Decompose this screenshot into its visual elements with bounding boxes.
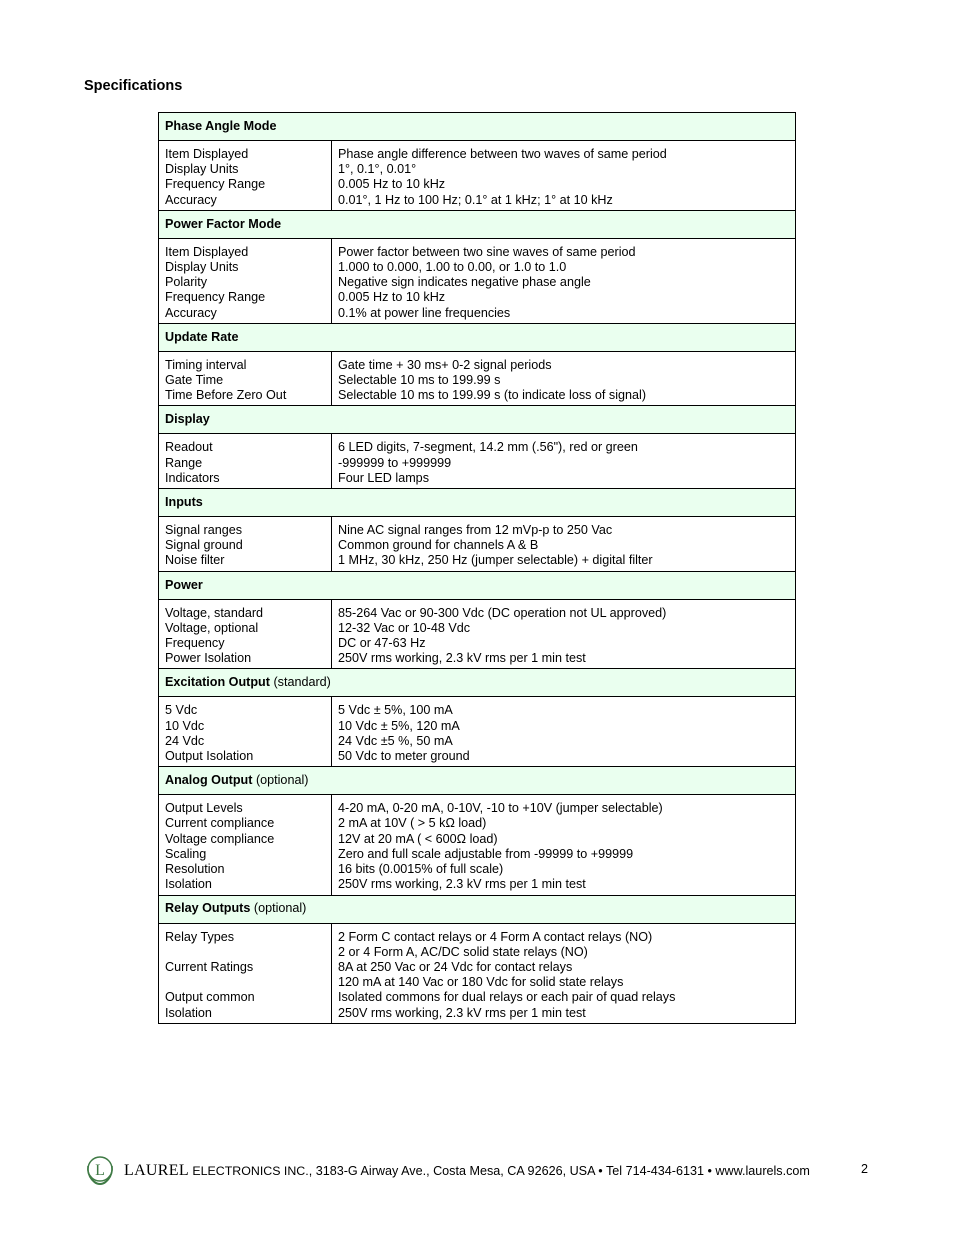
spec-label: 24 Vdc: [165, 733, 205, 748]
spec-label: Item Displayed: [165, 244, 249, 259]
spec-value: 50 Vdc to meter ground: [338, 749, 470, 764]
spec-label: 5 Vdc: [165, 703, 198, 718]
spec-value: Nine AC signal ranges from 12 mVp-p to 250 Vac: [338, 523, 613, 538]
spec-value: Four LED lamps: [338, 470, 429, 485]
spec-value: 12-32 Vac or 10-48 Vdc: [338, 620, 471, 635]
spec-value: -999999 to +999999: [338, 455, 452, 470]
spec-label: Relay Types: [165, 929, 235, 944]
spec-value: 2 or 4 Form A, AC/DC solid state relays (NO): [338, 944, 588, 959]
spec-value: 250V rms working, 2.3 kV rms per 1 min test: [338, 651, 586, 666]
spec-values-cell: [332, 795, 796, 895]
section-heading: Display: [165, 412, 210, 427]
spec-label: Frequency: [165, 636, 225, 651]
section-header-power: [159, 571, 796, 599]
spec-label: Frequency Range: [165, 290, 266, 305]
section-heading-cell: [159, 767, 796, 795]
section-body-power: [159, 599, 796, 669]
spec-labels-cell: [159, 923, 332, 1023]
section-note: (optional): [255, 773, 309, 788]
spec-value: 1 MHz, 30 kHz, 250 Hz (jumper selectable) + digital filter: [338, 553, 653, 568]
spec-value: 4-20 mA, 0-20 mA, 0-10V, -10 to +10V (jumper selectable): [338, 801, 663, 816]
section-heading: Relay Outputs: [165, 901, 251, 916]
section-body-inputs: [159, 517, 796, 572]
page-number: 2: [861, 1162, 869, 1176]
spec-values-cell: [332, 697, 796, 767]
section-body-phase-angle-mode: [159, 141, 796, 211]
spec-value: 2 mA at 10V ( > 5 kΩ load): [338, 816, 487, 831]
section-heading-cell: [159, 210, 796, 238]
spec-label: Item Displayed: [165, 147, 249, 161]
spec-value: Gate time + 30 ms+ 0-2 signal periods: [338, 357, 552, 372]
spec-labels-cell: [159, 141, 332, 211]
spec-value: Phase angle difference between two waves of same period: [338, 147, 667, 161]
spec-labels-cell: [159, 599, 332, 669]
spec-value: 250V rms working, 2.3 kV rms per 1 min test: [338, 1005, 586, 1020]
spec-label: Current Ratings: [165, 959, 254, 974]
spec-label: Time Before Zero Out: [165, 388, 287, 403]
page-title: Specifications: [84, 78, 183, 94]
spec-label: Display Units: [165, 162, 239, 177]
spec-label: Voltage, optional: [165, 620, 259, 635]
spec-label: Accuracy: [165, 192, 217, 207]
spec-value: 0.1% at power line frequencies: [338, 305, 511, 320]
laurel-logo-icon: [84, 1154, 116, 1186]
section-heading-cell: [159, 113, 796, 141]
spec-value: 6 LED digits, 7-segment, 14.2 mm (.56"), red or green: [338, 440, 638, 455]
spec-label: Gate Time: [165, 373, 224, 388]
spec-values-cell: [332, 517, 796, 572]
spec-labels-cell: [159, 517, 332, 572]
spec-value: 0.005 Hz to 10 kHz: [338, 290, 446, 305]
spec-value: 1°, 0.1°, 0.01°: [338, 162, 417, 177]
spec-label: Scaling: [165, 846, 207, 861]
footer-text: [124, 1162, 810, 1180]
section-heading: Excitation Output: [165, 675, 270, 690]
spec-value: 1.000 to 0.000, 1.00 to 0.00, or 1.0 to 1.0: [338, 260, 567, 275]
spec-values-cell: [332, 141, 796, 211]
spec-labels-cell: [159, 795, 332, 895]
page-footer: [84, 1154, 884, 1188]
section-header-display: [159, 406, 796, 434]
spec-label: Polarity: [165, 275, 207, 290]
spec-value: 5 Vdc ± 5%, 100 mA: [338, 703, 453, 718]
spec-label: Readout: [165, 440, 213, 455]
section-body-display: [159, 434, 796, 489]
section-note: (standard): [273, 675, 331, 690]
section-header-relay-outputs: [159, 895, 796, 923]
spec-label: Voltage compliance: [165, 831, 275, 846]
footer-brand: LAUREL: [124, 1162, 189, 1179]
section-header-analog-output: [159, 767, 796, 795]
footer-address: , 3183-G Airway Ave., Costa Mesa, CA 92626, USA: [308, 1164, 595, 1178]
section-header-update-rate: [159, 323, 796, 351]
section-heading-cell: [159, 895, 796, 923]
spec-value: 24 Vdc ±5 %, 50 mA: [338, 733, 453, 748]
spec-label: 10 Vdc: [165, 718, 205, 733]
spec-value: Selectable 10 ms to 199.99 s (to indicate loss of signal): [338, 388, 647, 403]
section-heading-cell: [159, 489, 796, 517]
section-header-phase-angle-mode: [159, 113, 796, 141]
spec-value: Negative sign indicates negative phase angle: [338, 275, 591, 290]
spec-value: 10 Vdc ± 5%, 120 mA: [338, 718, 460, 733]
section-heading: Analog Output: [165, 773, 253, 788]
spec-label: Output Levels: [165, 801, 243, 816]
logo-letter: L: [95, 1162, 105, 1179]
section-heading-cell: [159, 323, 796, 351]
section-body-relay-outputs: [159, 923, 796, 1023]
spec-label: Output Isolation: [165, 749, 254, 764]
spec-label: Signal ranges: [165, 523, 243, 538]
spec-label: Range: [165, 455, 203, 470]
section-header-inputs: [159, 489, 796, 517]
spec-label: Current compliance: [165, 816, 275, 831]
section-note: (optional): [253, 901, 307, 916]
section-body-update-rate: [159, 351, 796, 406]
spec-label: Indicators: [165, 470, 220, 485]
spec-values-cell: [332, 238, 796, 323]
section-body-analog-output: [159, 795, 796, 895]
footer-bullet-2: •: [704, 1164, 716, 1178]
section-heading-cell: [159, 406, 796, 434]
spec-value: Selectable 10 ms to 199.99 s: [338, 373, 501, 388]
spec-value: 0.005 Hz to 10 kHz: [338, 177, 446, 192]
section-heading-cell: [159, 669, 796, 697]
spec-value: 12V at 20 mA ( < 600Ω load): [338, 831, 498, 846]
spec-value: 8A at 250 Vac or 24 Vdc for contact relays: [338, 959, 573, 974]
specifications-table: [158, 112, 796, 1024]
spec-value: 16 bits (0.0015% of full scale): [338, 862, 504, 877]
section-header-excitation-output: [159, 669, 796, 697]
footer-company: ELECTRONICS INC.: [188, 1164, 309, 1178]
spec-values-cell: [332, 351, 796, 406]
spec-value: DC or 47-63 Hz: [338, 636, 426, 651]
footer-tel: Tel 714-434-6131: [605, 1164, 704, 1178]
section-heading: Update Rate: [165, 329, 239, 344]
spec-value: 0.01°, 1 Hz to 100 Hz; 0.1° at 1 kHz; 1° at 10 kHz: [338, 192, 613, 207]
spec-labels-cell: [159, 351, 332, 406]
spec-label: Timing interval: [165, 357, 247, 372]
spec-label: Frequency Range: [165, 177, 266, 192]
section-body-excitation-output: [159, 697, 796, 767]
spec-label: Voltage, standard: [165, 605, 264, 620]
spec-value: 120 mA at 140 Vac or 180 Vdc for solid state relays: [338, 975, 624, 990]
spec-values-cell: [332, 434, 796, 489]
spec-labels-cell: [159, 238, 332, 323]
spec-values-cell: [332, 599, 796, 669]
spec-label: [165, 945, 325, 960]
section-body-power-factor-mode: [159, 238, 796, 323]
spec-label: [165, 975, 325, 990]
spec-label: Noise filter: [165, 553, 225, 568]
spec-label: Isolation: [165, 877, 212, 892]
section-header-power-factor-mode: [159, 210, 796, 238]
spec-label: Output common: [165, 990, 255, 1005]
spec-value: 2 Form C contact relays or 4 Form A contact relays (NO): [338, 929, 653, 944]
spec-value: Zero and full scale adjustable from -99999 to +99999: [338, 846, 634, 861]
spec-label: Power Isolation: [165, 651, 252, 666]
section-heading: Inputs: [165, 494, 203, 509]
spec-label: Signal ground: [165, 538, 243, 553]
spec-value: Power factor between two sine waves of same period: [338, 244, 636, 259]
section-heading: Phase Angle Mode: [165, 118, 277, 133]
spec-value: 250V rms working, 2.3 kV rms per 1 min test: [338, 877, 586, 892]
footer-web-link[interactable]: www.laurels.com: [715, 1164, 810, 1178]
spec-value: 85-264 Vac or 90-300 Vdc (DC operation not UL approved): [338, 605, 667, 620]
spec-labels-cell: [159, 434, 332, 489]
spec-value: Common ground for channels A & B: [338, 538, 539, 553]
spec-label: Isolation: [165, 1005, 212, 1020]
section-heading: Power: [165, 577, 203, 592]
spec-value: Isolated commons for dual relays or each pair of quad relays: [338, 990, 676, 1005]
footer-bullet-1: •: [594, 1164, 606, 1178]
section-heading: Power Factor Mode: [165, 216, 282, 231]
section-heading-cell: [159, 571, 796, 599]
spec-label: Display Units: [165, 260, 239, 275]
spec-labels-cell: [159, 697, 332, 767]
spec-label: Accuracy: [165, 305, 217, 320]
spec-label: Resolution: [165, 862, 225, 877]
spec-values-cell: [332, 923, 796, 1023]
